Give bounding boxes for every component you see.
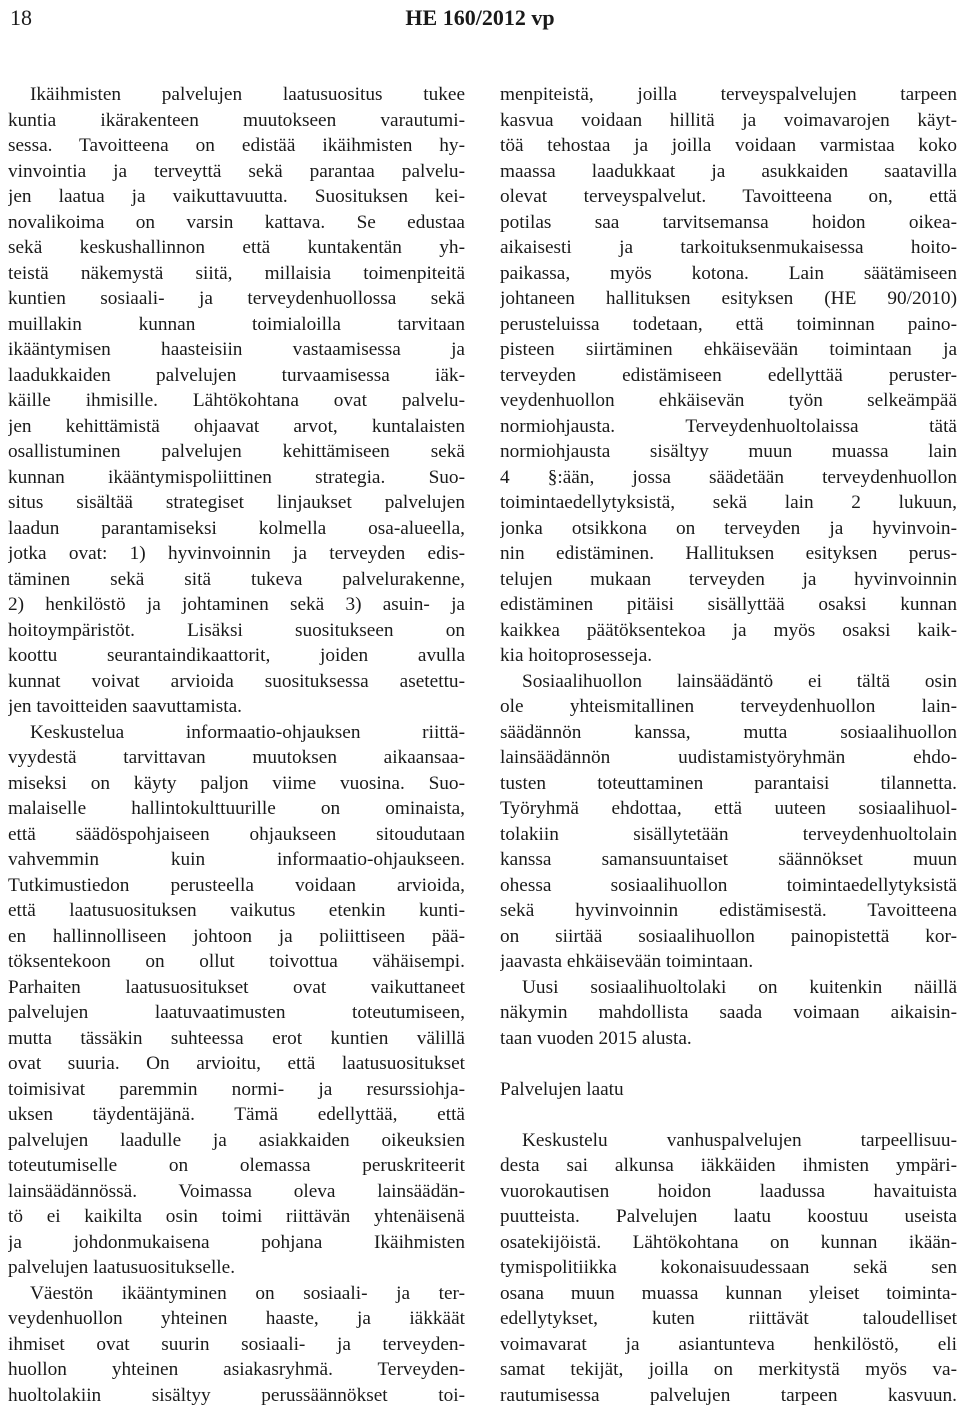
text-line: ikääntymisen haasteisiin vastaamisessa ja <box>8 337 465 363</box>
text-line: toteutumiselle on olemassa peruskriteerit <box>8 1153 465 1179</box>
text-line: käille ihmisille. Lähtökohtana ovat palvelu- <box>8 388 465 414</box>
text-line: sekä hyvinvoinnin edistämisestä. Tavoitteena <box>500 898 957 924</box>
text-line: edellytykset, kuten riittävät taloudelliset <box>500 1306 957 1332</box>
text-line: telujen mukaan terveyden ja hyvinvoinnin <box>500 567 957 593</box>
text-line: veydenhuollon ehkäisevän työn selkeämpää <box>500 388 957 414</box>
left-column <box>8 82 465 1408</box>
text-line: Väestön ikääntyminen on sosiaali- ja ter- <box>8 1281 465 1307</box>
text-line: kia hoitoprosesseja. <box>500 643 957 669</box>
text-line: sessa. Tavoitteena on edistää ikäihmisten hy- <box>8 133 465 159</box>
text-line: jotka ovat: 1) hyvinvoinnin ja terveyden edis- <box>8 541 465 567</box>
text-line: kanssa samansuuntaiset säännökset muun <box>500 847 957 873</box>
text-line: osallistuminen palvelujen kehittämiseen sekä <box>8 439 465 465</box>
text-line: Parhaiten laatusuositukset ovat vaikuttaneet <box>8 975 465 1001</box>
text-line: Uusi sosiaalihuoltolaki on kuitenkin näillä <box>500 975 957 1001</box>
text-line: säädännön kanssa, mutta sosiaalihuollon <box>500 720 957 746</box>
text-line: töä tehostaa ja joilla voidaan varmistaa koko <box>500 133 957 159</box>
text-line: edistäminen pitäisi sisällyttää osaksi kunnan <box>500 592 957 618</box>
text-line: samat tekijät, joilla on merkitystä myös va- <box>500 1357 957 1383</box>
text-line: en hallinnolliseen johtoon ja poliittiseen pää- <box>8 924 465 950</box>
text-line: ovat suuria. On arvioitu, että laatusuositukset <box>8 1051 465 1077</box>
text-line: nin edistäminen. Hallituksen esityksen perus- <box>500 541 957 567</box>
text-line: koottu seurantaindikaattorit, joiden avulla <box>8 643 465 669</box>
text-line: teistä näkemystä siitä, millaisia toimenpiteitä <box>8 261 465 287</box>
text-line: normiohjausta. Terveydenhuoltolaissa tätä <box>500 414 957 440</box>
text-line: kunnat voivat arvioida suosituksessa asetettu- <box>8 669 465 695</box>
text-line: Työryhmä ehdottaa, että uuteen sosiaalihuol- <box>500 796 957 822</box>
text-line: kaikkea päätöksentekoa ja myös osaksi kaik- <box>500 618 957 644</box>
text-line: kuntia ikärakenteen muutokseen varautumi- <box>8 108 465 134</box>
text-line: palvelujen laadulle ja asiakkaiden oikeuksien <box>8 1128 465 1154</box>
document-id: HE 160/2012 vp <box>0 3 960 33</box>
blank-line <box>500 1102 957 1128</box>
text-line: desta sai alkunsa iäkkäiden ihmisten ympäri- <box>500 1153 957 1179</box>
text-line: lainsäädännössä. Voimassa oleva lainsäädän- <box>8 1179 465 1205</box>
text-line: täminen sekä sitä tukeva palvelurakenne, <box>8 567 465 593</box>
text-line: Palvelujen laatu <box>500 1077 957 1103</box>
text-line: että säädöspohjaiseen ohjaukseen sitoudutaan <box>8 822 465 848</box>
text-line: tymispolitiikka kokonaisuudessaan sekä sen <box>500 1255 957 1281</box>
text-line: kunnan ikääntymispoliittinen strategia. Suo- <box>8 465 465 491</box>
text-line: malaiselle hallintokulttuurille on ominaista, <box>8 796 465 822</box>
text-line: että laatusuosituksen vaikutus etenkin kunti- <box>8 898 465 924</box>
text-line: situs sisältää strategiset linjaukset palvelujen <box>8 490 465 516</box>
text-line: potilas saa tarvitsemansa hoidon oikea- <box>500 210 957 236</box>
text-line: paikassa, myös kotona. Lain säätämiseen <box>500 261 957 287</box>
text-line: jen tavoitteiden saavuttamista. <box>8 694 465 720</box>
text-line: jen kehittämistä ohjaavat arvot, kuntalaisten <box>8 414 465 440</box>
text-line: tö ei kaikilta osin toimi riittävän yhtenäisenä <box>8 1204 465 1230</box>
text-line: vuorokautisen hoidon laadussa havaituista <box>500 1179 957 1205</box>
text-line: uksen täydentäjänä. Tämä edellyttää, että <box>8 1102 465 1128</box>
text-line: on siirtää sosiaalihuollon painopistettä kor- <box>500 924 957 950</box>
text-line: olevat terveyspalvelut. Tavoitteena on, että <box>500 184 957 210</box>
text-line: ole yhteismitallinen terveydenhuollon lain- <box>500 694 957 720</box>
text-line: kuntien sosiaali- ja terveydenhuollossa sekä <box>8 286 465 312</box>
blank-line <box>500 1051 957 1077</box>
text-line: näkymin mahdollista saada voimaan aikaisin- <box>500 1000 957 1026</box>
text-line: laadun parantamiseksi kolmella osa-alueella, <box>8 516 465 542</box>
text-line: ohessa sosiaalihuollon toimintaedellytyksistä <box>500 873 957 899</box>
text-line: voimavarat ja asiantunteva henkilöstö, eli <box>500 1332 957 1358</box>
text-line: veydenhuollon yhteinen haaste, ja iäkkäät <box>8 1306 465 1332</box>
text-line: perusteluissa todetaan, että toiminnan paino- <box>500 312 957 338</box>
text-line: jen laatua ja vaikuttavuutta. Suosituksen kei- <box>8 184 465 210</box>
right-column <box>500 82 957 1408</box>
text-line: jonka otsikkona on terveyden ja hyvinvoin- <box>500 516 957 542</box>
text-line: kasvua voidaan hillitä ja voimavarojen käyt- <box>500 108 957 134</box>
text-line: tolakiin sisällytetään terveydenhuoltolain <box>500 822 957 848</box>
text-line: Ikäihmisten palvelujen laatusuositus tukee <box>8 82 465 108</box>
text-line: pisteen siirtäminen ehkäisevään toimintaan ja <box>500 337 957 363</box>
text-line: puutteista. Palvelujen laatu koostuu useista <box>500 1204 957 1230</box>
text-line: tusten toteuttaminen parantaisi tilannetta. <box>500 771 957 797</box>
text-line: aikaisesti ja tarkoituksenmukaisessa hoito- <box>500 235 957 261</box>
text-line: lainsäädännön uudistamistyöryhmän ehdo- <box>500 745 957 771</box>
text-line: töksentekoon on ollut toivottua vähäisempi. <box>8 949 465 975</box>
text-line: toimintaedellytyksistä, sekä lain 2 lukuun, <box>500 490 957 516</box>
text-line: ihmiset ovat suurin sosiaali- ja terveyden- <box>8 1332 465 1358</box>
text-line: jaavasta ehkäisevään toimintaan. <box>500 949 957 975</box>
text-line: rautumisessa palvelujen tarpeen kasvuun. <box>500 1383 957 1408</box>
text-line: palvelujen laatusuositukselle. <box>8 1255 465 1281</box>
text-line: huoltolakiin sisältyy perussäännökset toi- <box>8 1383 465 1408</box>
page-number: 18 <box>10 3 32 33</box>
text-line: 2) henkilöstö ja johtaminen sekä 3) asuin- ja <box>8 592 465 618</box>
text-line: Keskustelua informaatio-ohjauksen riittä- <box>8 720 465 746</box>
text-line: Sosiaalihuollon lainsäädäntö ei tältä osin <box>500 669 957 695</box>
text-line: laadukkaiden palvelujen turvaamisessa iäk- <box>8 363 465 389</box>
text-line: mutta tässäkin suhteessa erot kuntien välillä <box>8 1026 465 1052</box>
text-line: vyydestä tarvittavan muutoksen aikaansaa- <box>8 745 465 771</box>
text-line: sekä keskushallinnon että kuntakentän yh- <box>8 235 465 261</box>
text-line: terveyden edistämiseen edellyttää peruster- <box>500 363 957 389</box>
text-line: palvelujen laatuvaatimusten toteutumiseen, <box>8 1000 465 1026</box>
text-line: toimisivat paremmin normi- ja resurssiohja- <box>8 1077 465 1103</box>
text-line: novalikoima on varsin kattava. Se edustaa <box>8 210 465 236</box>
text-line: Keskustelu vanhuspalvelujen tarpeellisuu- <box>500 1128 957 1154</box>
text-line: ja johdonmukaisena pohjana Ikäihmisten <box>8 1230 465 1256</box>
text-line: 4 §:ään, jossa säädetään terveydenhuollon <box>500 465 957 491</box>
text-line: taan vuoden 2015 alusta. <box>500 1026 957 1052</box>
text-line: miseksi on käyty paljon viime vuosina. Suo- <box>8 771 465 797</box>
text-line: maassa laadukkaat ja asukkaiden saatavilla <box>500 159 957 185</box>
text-line: osana muun muassa kunnan yleiset toiminta- <box>500 1281 957 1307</box>
text-line: normiohjausta sisältyy muun muassa lain <box>500 439 957 465</box>
text-line: vinvointia ja terveyttä sekä parantaa palvelu- <box>8 159 465 185</box>
text-line: huollon yhteinen asiakasryhmä. Terveyden- <box>8 1357 465 1383</box>
text-line: Tutkimustiedon perusteella voidaan arvioida, <box>8 873 465 899</box>
text-line: osatekijöistä. Lähtökohtana on kunnan ikään- <box>500 1230 957 1256</box>
text-line: menpiteistä, joilla terveyspalvelujen tarpeen <box>500 82 957 108</box>
text-line: vahvemmin kuin informaatio-ohjaukseen. <box>8 847 465 873</box>
text-line: hoitoympäristöt. Lisäksi suositukseen on <box>8 618 465 644</box>
text-line: johtaneen hallituksen esityksen (HE 90/2010) <box>500 286 957 312</box>
text-line: muillakin kunnan toimialoilla tarvitaan <box>8 312 465 338</box>
